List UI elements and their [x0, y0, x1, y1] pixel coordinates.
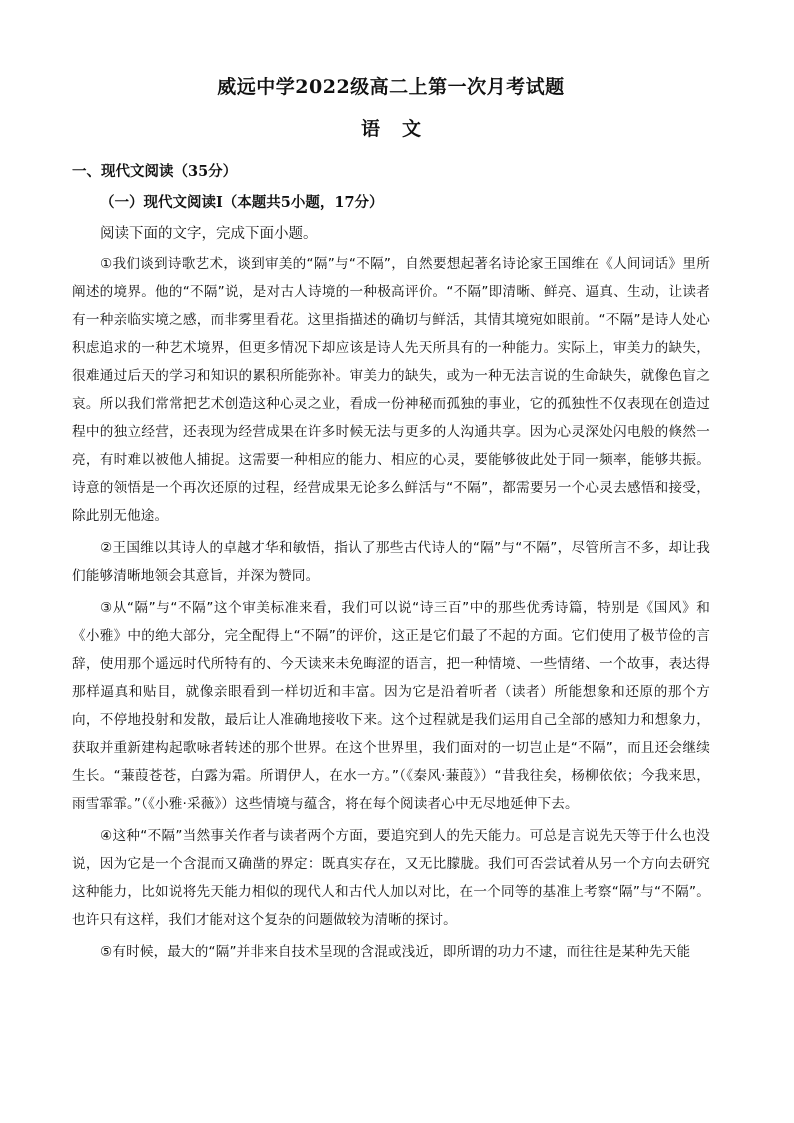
subject-title-part2: 文	[402, 118, 422, 140]
subject-title-part1: 语	[360, 118, 380, 140]
subject-title	[72, 114, 710, 144]
section-heading: 一、现代文阅读（35分）	[72, 163, 238, 180]
passage-paragraph-3: ③从“隔”与“不隔”这个审美标准来看，我们可以说“诗三百”中的那些优秀诗篇，特别是《国风》和《小雅》中的绝大部分，完全配得上“不隔”的评价，这正是它们最了不起的方面。它们使用了极节俭的言辞，使用那个遥远时代所特有的、今天读来未免晦涩的语言，把一种情境、一些情绪、一个故事，表达得那样逼真和贴目，就像亲眼看到一样切近和丰富。因为它是沿着听者（读者）所能想象和还原的那个方向，不停地投射和发散，最后让人准确地接收下来。这个过程就是我们运用自己全部的感知力和想象力，获取并重新建构起歌咏者转述的那个世界。在这个世界里，我们面对的一切岂止是“不隔”，而且还会继续生长。“蒹葭苍苍，白露为霜。所谓伊人，在水一方。”（《秦风·蒹葭》）“昔我往矣，杨柳依依；今我来思，雨雪霏霏。”（《小雅·采薇》）这些情境与蕴含，将在每个阅读者心中无尽地延伸下去。	[72, 600, 710, 812]
passage-paragraph-5: ⑤有时候，最大的“隔”并非来自技术呈现的含混或浅近，即所谓的功力不逮，而往往是某种先天能	[100, 944, 691, 960]
passage-paragraph-1: ①我们谈到诗歌艺术，谈到审美的“隔”与“不隔”，自然要想起著名诗论家王国维在《人间词话》里所阐述的境界。他的“不隔”说，是对古人诗境的一种极高评价。“不隔”即清晰、鲜亮、逼真、生动，让读者有一种亲临实境之感，而非雾里看花。这里指描述的确切与鲜活，其情其境宛如眼前。“不隔”是诗人处心积虑追求的一种艺术境界，但更多情况下却应该是诗人先天所具有的一种能力。实际上，审美力的缺失，很难通过后天的学习和知识的累积所能弥补。审美力的缺失，或为一种无法言说的生命缺失，就像色盲之哀。所以我们常常把艺术创造这种心灵之业，看成一份神秘而孤独的事业，它的孤独性不仅表现在创造过程中的独立经营，还表现为经营成果在许多时候无法与更多的人沟通共享。因为心灵深处闪电般的倏然一亮，有时难以被他人捕捉。这需要一种相应的能力、相应的心灵，要能够彼此处于同一频率，能够共振。诗意的领悟是一个再次还原的过程，经营成果无论多么鲜活与“不隔”，都需要另一个心灵去感悟和接受，除此别无他途。	[72, 256, 710, 524]
passage-paragraph-4: ④这种“不隔”当然事关作者与读者两个方面，要追究到人的先天能力。可总是言说先天等于什么也没说，因为它是一个含混而又确凿的界定：既真实存在，又无比朦胧。我们可否尝试着从另一个方向去研究这种能力，比如说将先天能力相似的现代人和古代人加以对比，在一个同等的基准上考察“隔”与“不隔”。也许只有这样，我们才能对这个复杂的问题做较为清晰的探讨。	[72, 828, 710, 928]
passage-paragraph-2: ②王国维以其诗人的卓越才华和敏悟，指认了那些古代诗人的“隔”与“不隔”，尽管所言不多，却让我们能够清晰地领会其意旨，并深为赞同。	[72, 540, 710, 584]
subsection-heading: （一）现代文阅读Ⅰ（本题共5小题，17分）	[100, 194, 384, 211]
exam-title: 威远中学2022级高二上第一次月考试题	[217, 76, 565, 98]
reading-instruction: 阅读下面的文字，完成下面小题。	[100, 226, 318, 242]
